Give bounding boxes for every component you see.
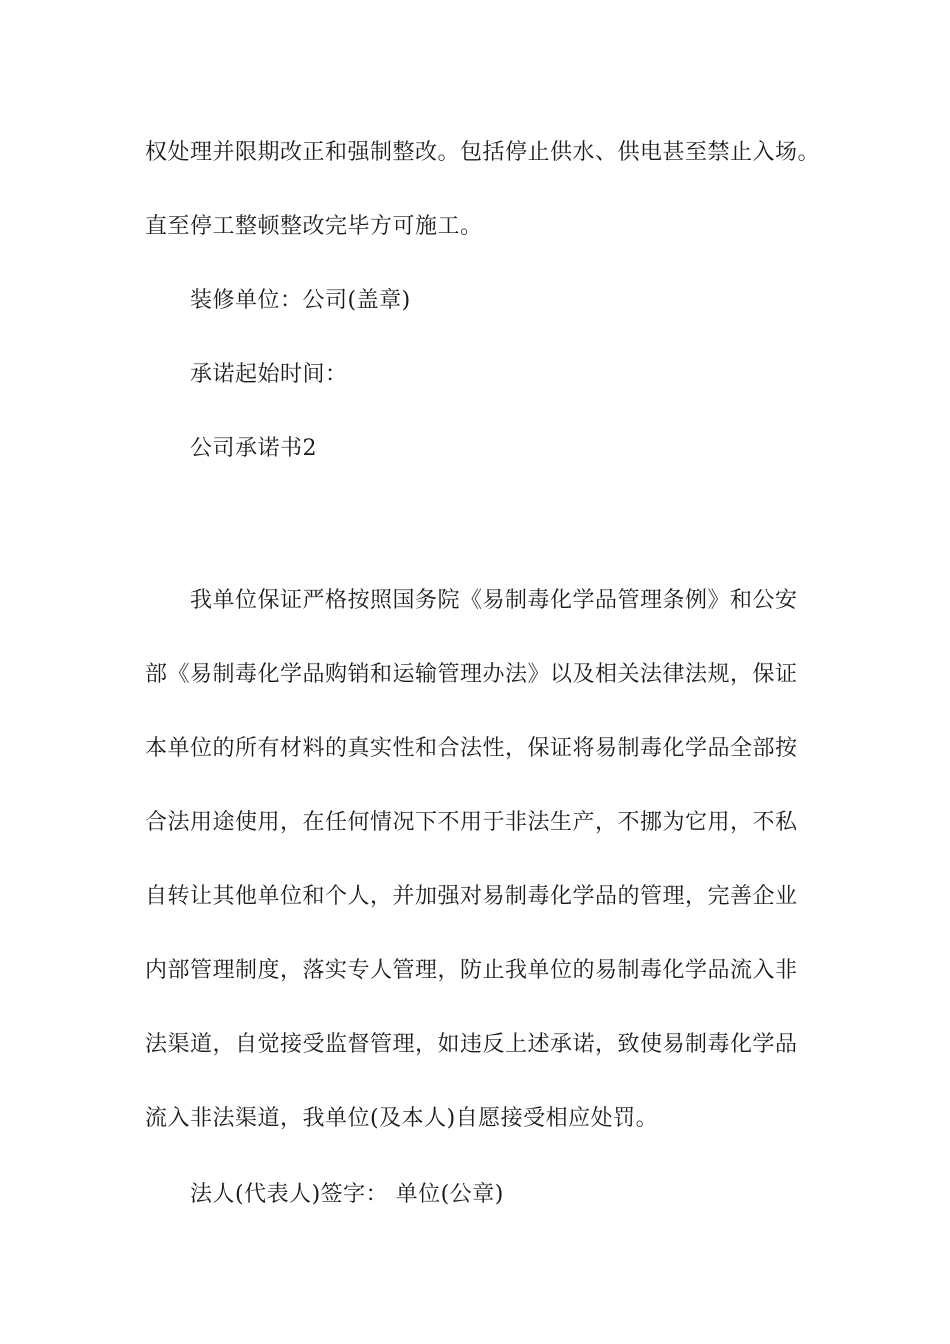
paragraph-line: 自转让其他单位和个人，并加强对易制毒化学品的管理，完善企业 <box>145 884 798 909</box>
paragraph-line: 法渠道，自觉接受监督管理，如违反上述承诺，致使易制毒化学品 <box>145 1032 798 1057</box>
paragraph-line: 部《易制毒化学品购销和运输管理办法》以及相关法律法规，保证 <box>145 662 798 687</box>
decoration-unit-line: 装修单位：公司(盖章) <box>190 288 411 313</box>
paragraph-line: 内部管理制度，落实专人管理，防止我单位的易制毒化学品流入非 <box>145 958 798 983</box>
commitment-start-time-line: 承诺起始时间： <box>190 362 348 387</box>
paragraph-line: 流入非法渠道，我单位(及本人)自愿接受相应处罚。 <box>145 1106 659 1131</box>
signature-line: 法人(代表人)签字： 单位(公章) <box>190 1182 504 1207</box>
paragraph-line: 我单位保证严格按照国务院《易制毒化学品管理条例》和公安 <box>190 588 798 613</box>
document-heading: 公司承诺书2 <box>190 436 317 461</box>
paragraph-line: 直至停工整顿整改完毕方可施工。 <box>145 214 483 239</box>
paragraph-line: 本单位的所有材料的真实性和合法性，保证将易制毒化学品全部按 <box>145 736 798 761</box>
paragraph-line: 权处理并限期改正和强制整改。包括停止供水、供电甚至禁止入场。 <box>145 140 821 165</box>
paragraph-line: 合法用途使用，在任何情况下不用于非法生产，不挪为它用，不私 <box>145 810 798 835</box>
